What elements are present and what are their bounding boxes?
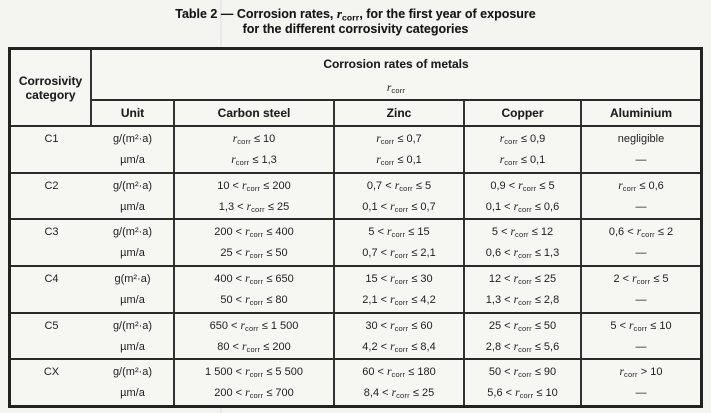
value-cell-zinc (335, 360, 465, 405)
value-cell-copper (465, 220, 582, 265)
cell-line: µm/a (120, 340, 145, 353)
cell-line: $r_{corr} \le 0,1$ (376, 154, 422, 168)
cell-line: $5 < r_{corr} \le 12$ (491, 226, 554, 240)
value-cell-copper (465, 127, 582, 172)
unit-cell (92, 314, 175, 359)
column-header-aluminium: Aluminium (610, 106, 672, 120)
category-cell: C5 (44, 319, 59, 332)
cell-line: µm/a (120, 200, 145, 213)
rcorr-symbol: $r_{corr}$ (386, 82, 406, 96)
value-cell-copper (465, 360, 582, 405)
cell-line: — (635, 247, 647, 260)
cell-line: µm/a (120, 387, 145, 400)
unit-cell (92, 127, 175, 172)
category-cell: C1 (44, 133, 59, 145)
cell-line: µm/a (120, 294, 145, 307)
cell-line: $0,9 < r_{corr} \le 5$ (490, 179, 555, 193)
unit-cell (92, 360, 175, 405)
value-cell-copper (465, 314, 582, 359)
value-cell-zinc (335, 267, 465, 312)
cell-line: $r_{corr} \le 0,6$ (618, 179, 664, 193)
cell-line: $50 < r_{corr} \le 90$ (488, 366, 557, 380)
cell-line: $0,7 < r_{corr} \le 5$ (366, 179, 432, 193)
cell-line: $0,6 < r_{corr} \le 2$ (608, 226, 674, 240)
cell-line: $r_{corr} \le 0,7$ (376, 133, 422, 147)
unit-cell (92, 220, 175, 265)
cell-line: $2,1 < r_{corr} \le 4,2$ (362, 294, 436, 308)
category-row-c1 (11, 127, 700, 174)
corrosion-rates-group-header (92, 50, 700, 101)
cell-line: $30 < r_{corr} \le 60$ (365, 319, 433, 333)
cell-line: $12 < r_{corr} \le 25$ (488, 273, 557, 287)
cell-line: $r_{corr} \le 0,9$ (499, 133, 546, 147)
value-cell-copper (465, 174, 582, 219)
cell-line: g(m²·a) (114, 273, 151, 286)
table-title-line2: for the different corrosivity categories (242, 22, 469, 36)
cell-line: — (635, 200, 647, 213)
cell-line: $2 < r_{corr} \le 5$ (613, 273, 669, 287)
corrosivity-category-header: Corrosivity category (11, 50, 92, 125)
cell-line: µm/a (120, 247, 145, 260)
cell-line: $r_{corr} > 10$ (619, 366, 663, 380)
cell-line: — (635, 154, 647, 166)
category-row-cx (11, 360, 700, 405)
column-header-zinc: Zinc (335, 101, 465, 125)
cell-line: $25 < r_{corr} \le 50$ (220, 247, 288, 261)
category-row-c3 (11, 220, 700, 267)
cell-line: $0,7 < r_{corr} \le 2,1$ (362, 247, 436, 261)
value-cell-zinc (335, 174, 465, 219)
cell-line: — (635, 294, 647, 307)
cell-line: $200 < r_{corr} \le 400$ (214, 226, 294, 240)
cell-line: 1 $500 < r_{corr} \le 5$ 500 (205, 366, 303, 380)
category-row-c5 (11, 314, 700, 361)
table-title (0, 6, 711, 37)
column-header-carbon-steel: Carbon steel (175, 101, 335, 125)
cell-line: $8,4 < r_{corr} \le 25$ (363, 387, 435, 401)
unit-cell (92, 174, 175, 219)
value-cell-aluminium (582, 127, 700, 172)
cell-line: g/(m²·a) (112, 366, 153, 379)
cell-line: $1,3 < r_{corr} \le 2,8$ (485, 294, 560, 308)
cell-line: $25 < r_{corr} \le 50$ (488, 319, 557, 333)
value-cell-carbon-steel (175, 360, 335, 405)
cell-line: $10 < r_{corr} \le 200$ (217, 179, 291, 193)
category-cell: C4 (44, 273, 59, 286)
cell-line: $r_{corr} \le 10$ (232, 133, 276, 147)
category-cell: C3 (44, 226, 59, 239)
cell-line: $0,6 < r_{corr} \le 1,3$ (485, 247, 560, 261)
cell-line: µm/a (120, 154, 145, 166)
table-body (11, 127, 700, 405)
value-cell-zinc (335, 314, 465, 359)
cell-line: $0,1 < r_{corr} \le 0,6$ (485, 200, 560, 214)
column-header-copper: Copper (465, 101, 582, 125)
cell-line: $1,3 < r_{corr} \le 25$ (218, 200, 290, 214)
cell-line: $15 < r_{corr} \le 30$ (365, 273, 433, 287)
category-cell: C2 (44, 179, 59, 192)
cell-line: $2,8 < r_{corr} \le 5,6$ (485, 340, 560, 354)
value-cell-aluminium (582, 314, 700, 359)
cell-line: g/(m²·a) (112, 133, 153, 145)
cell-line: — (635, 340, 647, 353)
category-row-c4 (11, 267, 700, 314)
cell-line: $4,2 < r_{corr} \le 8,4$ (362, 340, 436, 354)
value-cell-zinc (335, 220, 465, 265)
category-row-c2 (11, 174, 700, 221)
value-cell-carbon-steel (175, 127, 335, 172)
cell-line: g/(m²·a) (112, 179, 153, 192)
cell-line: g/(m²·a) (112, 226, 153, 239)
value-cell-copper (465, 267, 582, 312)
value-cell-aluminium (582, 220, 700, 265)
column-header-unit: Unit (92, 101, 175, 125)
cell-line: $50 < r_{corr} \le 80$ (220, 294, 288, 308)
cell-line: $60 < r_{corr} \le 180$ (362, 366, 436, 380)
value-cell-carbon-steel (175, 267, 335, 312)
cell-line: $80 < r_{corr} \le 200$ (217, 340, 291, 354)
value-cell-aluminium (582, 267, 700, 312)
unit-cell (92, 267, 175, 312)
table-title-line1: Table 2 — Corrosion rates, $r_{corr}$, for the first year of exposure (175, 6, 536, 23)
corrosion-rates-table (8, 47, 703, 408)
category-cell: CX (43, 366, 60, 379)
cell-line: $5,6 < r_{corr} \le 10$ (487, 387, 558, 401)
table-header (11, 50, 700, 127)
value-cell-zinc (335, 127, 465, 172)
value-cell-carbon-steel (175, 174, 335, 219)
cell-line: $200 < r_{corr} \le 700$ (214, 387, 294, 401)
value-cell-carbon-steel (175, 220, 335, 265)
cell-line: $r_{corr} \le 1,3$ (231, 154, 277, 168)
cell-line: $5 < r_{corr} \le 10$ (610, 319, 672, 333)
value-cell-aluminium (582, 360, 700, 405)
cell-line: $650 < r_{corr} \le 1$ 500 (209, 319, 299, 333)
cell-line: $r_{corr} \le 0,1$ (499, 154, 546, 168)
cell-line: g/(m²·a) (112, 319, 153, 332)
cell-line: negligible (617, 133, 665, 145)
cell-line: — (635, 387, 647, 400)
cell-line: $0,1 < r_{corr} \le 0,7$ (362, 200, 436, 214)
cell-line: $400 < r_{corr} \le 650$ (214, 273, 294, 287)
group-header-label: Corrosion rates of metals (323, 57, 469, 71)
value-cell-carbon-steel (175, 314, 335, 359)
value-cell-aluminium (582, 174, 700, 219)
cell-line: $5 < r_{corr} \le 15$ (368, 226, 430, 240)
